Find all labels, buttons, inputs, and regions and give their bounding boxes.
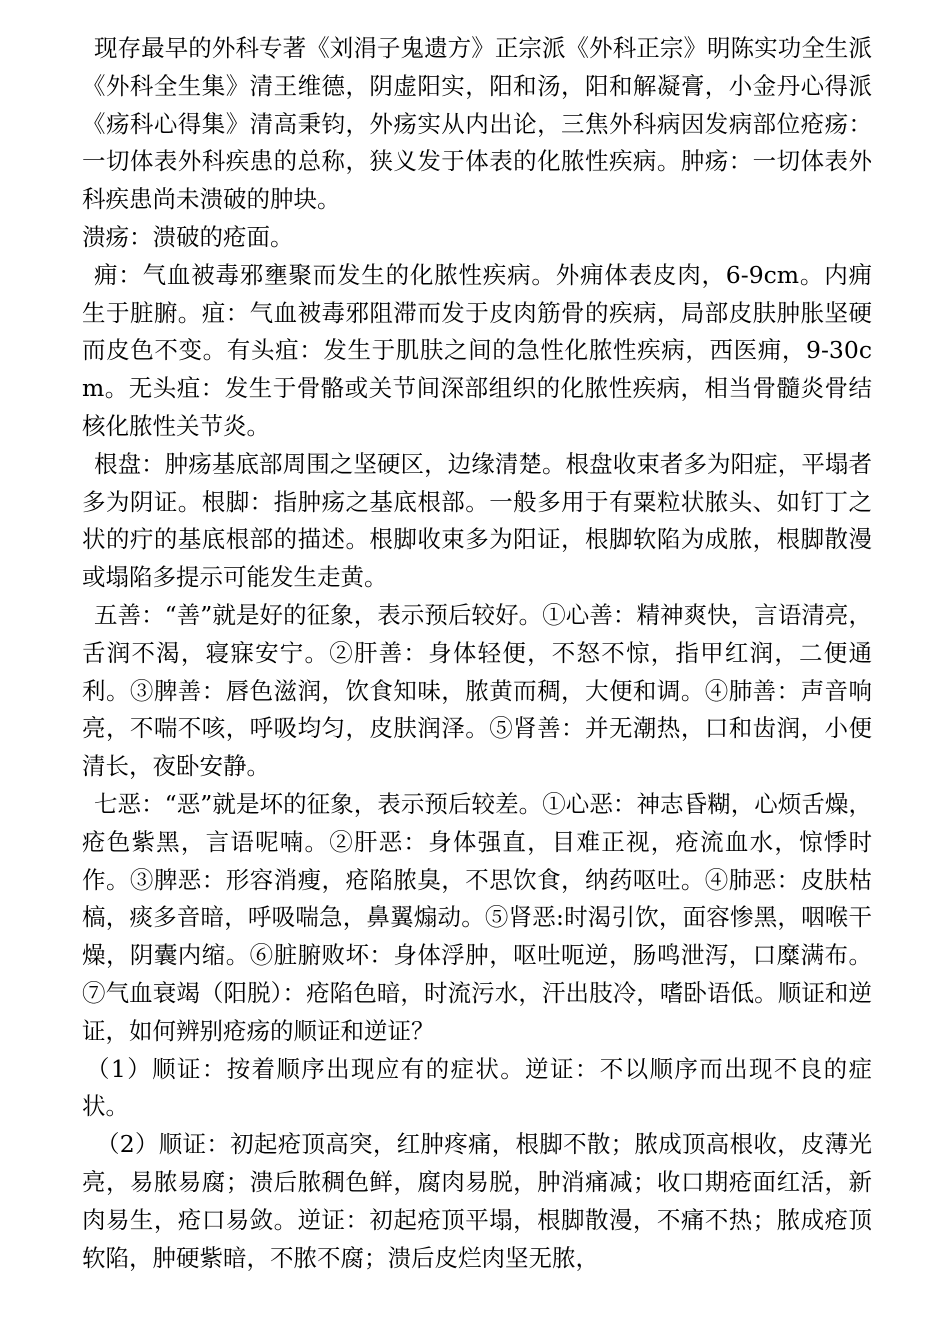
document-body (82, 30, 872, 1277)
paragraph-five-good-signs: 五善：“善”就是好的征象，表示预后较好。①心善：精神爽快，言语清亮，舌润不渴，寝寐安宁。②肝善：身体轻便，不怒不惊，指甲红润，二便通利。③脾善：唇色滋润，饮食知味，脓黄而稠，大便和调。④肺善：声音响亮，不喘不咳，呼吸均匀，皮肤润泽。⑤肾善：并无潮热，口和齿润，小便清长，夜卧安静。 (82, 600, 872, 781)
paragraph-ulcer-definition: 溃疡：溃破的疮面。 (82, 222, 294, 251)
paragraph-favorable-unfavorable-1: （1）顺证：按着顺序出现应有的症状。逆证：不以顺序而出现不良的症状。 (82, 1054, 872, 1121)
paragraph-seven-bad-signs: 七恶：“恶”就是坏的征象，表示预后较差。①心恶：神志昏糊，心烦舌燥，疮色紫黑，言语呢喃。②肝恶：身体强直，目难正视，疮流血水，惊悸时作。③脾恶：形容消瘦，疮陷脓臭，不思饮食，纳药呕吐。④肺恶：皮肤枯槁，痰多音暗，呼吸喘急，鼻翼煽动。⑤肾恶:时渴引饮，面容惨黑，咽喉干燥，阴囊内缩。⑥脏腑败坏：身体浮肿，呕吐呃逆，肠鸣泄泻，口糜满布。⑦气血衰竭（阳脱）：疮陷色暗，时流污水，汗出肢冷，嗜卧语低。顺证和逆证，如何辨别疮疡的顺证和逆证？ (82, 789, 872, 1045)
paragraph-carbuncle-definition: 痈：气血被毒邪壅聚而发生的化脓性疾病。外痈体表皮肉，6-9cm。内痈生于脏腑。疽：气血被毒邪阻滞而发于皮肉筋骨的疾病，局部皮肤肿胀坚硬而皮色不变。有头疽：发生于肌肤之间的急性化脓性疾病，西医痈，9-30cm。无头疽：发生于骨骼或关节间深部组织的化脓性疾病，相当骨髓炎骨结核化脓性关节炎。 (82, 260, 872, 440)
paragraph-root-base: 根盘：肿疡基底部周围之坚硬区，边缘清楚。根盘收束者多为阳症，平塌者多为阴证。根脚：指肿疡之基底根部。一般多用于有粟粒状脓头、如钉丁之状的疔的基底根部的描述。根脚收束多为阳证，根脚软陷为成脓，根脚散漫或塌陷多提示可能发生走黄。 (82, 449, 872, 592)
paragraph-surgical-schools: 现存最早的外科专著《刘涓子鬼遗方》正宗派《外科正宗》明陈实功全生派《外科全生集》清王维德，阴虚阳实，阳和汤，阳和解凝膏，小金丹心得派《疡科心得集》清高秉钧，外疡实从内出论，三焦外科病因发病部位疮疡：一切体表外科疾患的总称，狭义发于体表的化脓性疾病。肿疡：一切体表外科疾患尚未溃破的肿块。 (82, 34, 872, 214)
paragraph-favorable-unfavorable-2: （2）顺证：初起疮顶高突，红肿疼痛，根脚不散；脓成顶高根收，皮薄光亮，易脓易腐；溃后脓稠色鲜，腐肉易脱，肿消痛减；收口期疮面红活，新肉易生，疮口易敛。逆证：初起疮顶平塌，根脚散漫，不痛不热；脓成疮顶软陷，肿硬紫暗，不脓不腐；溃后皮烂肉坚无脓， (82, 1130, 872, 1272)
